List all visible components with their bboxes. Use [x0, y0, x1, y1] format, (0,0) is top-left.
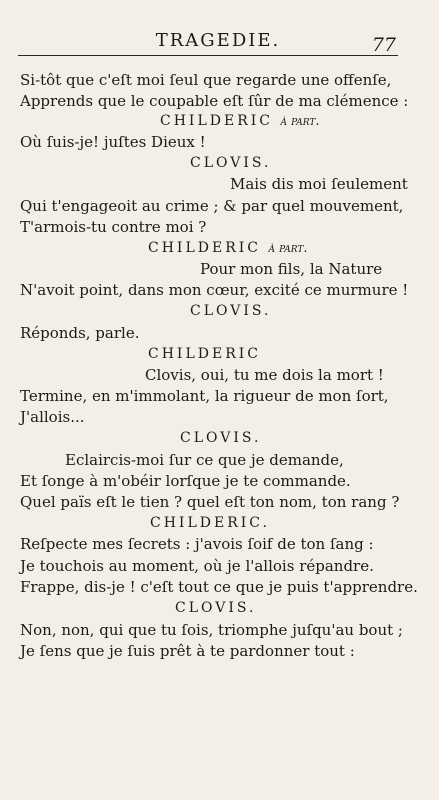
verse-line: Termine, en m'immolant, la rigueur de mon ſort,: [20, 387, 389, 405]
header-rule: [18, 55, 398, 56]
page-number: 77: [371, 34, 396, 56]
verse-line: Reſpecte mes ſecrets : j'avois ſoif de ton ſang :: [20, 535, 374, 553]
verse-line: Si-tôt que c'eſt moi ſeul que regarde une offenſe,: [20, 71, 392, 89]
speaker-name: CLOVIS.: [175, 600, 257, 616]
verse-line: Qui t'engageoit au crime ; & par quel mouvement,: [20, 197, 404, 215]
verse-line: N'avoit point, dans mon cœur, excité ce murmure !: [20, 281, 409, 299]
verse-line: Et ſonge à m'obéir lorſque je te commande.: [20, 472, 351, 490]
speaker-line: [190, 153, 271, 173]
page-header: [18, 24, 418, 54]
verse-line: Réponds, parle.: [20, 324, 140, 342]
speaker-line: [148, 238, 308, 259]
speaker-line: [148, 344, 261, 364]
speaker-name: CLOVIS.: [190, 155, 272, 171]
verse-line: Mais dis moi ſeulement: [230, 175, 408, 193]
verse-line: Je touchois au moment, où je l'allois répandre.: [20, 557, 374, 575]
speaker-name: CHILDERIC: [148, 240, 261, 256]
speaker-line: [180, 428, 261, 448]
speaker-name: CHILDERIC: [148, 346, 261, 362]
speaker-line: [175, 598, 256, 618]
verse-line: Pour mon fils, la Nature: [200, 260, 383, 278]
verse-line: T'armois-tu contre moi ?: [20, 218, 207, 236]
verse-line: Quel païs eſt le tien ? quel eſt ton nom, ton rang ?: [20, 493, 400, 511]
running-title: TRAGEDIE.: [155, 30, 281, 51]
speaker-name: CLOVIS.: [190, 303, 272, 319]
stage-direction: à part.: [280, 114, 320, 129]
verse-line: Frappe, dis-je ! c'eſt tout ce que je puis t'apprendre.: [20, 578, 418, 596]
verse-line: Je ſens que je ſuis prêt à te pardonner tout :: [20, 642, 355, 660]
verse-line: Clovis, oui, tu me dois la mort !: [145, 366, 384, 384]
stage-direction: à part.: [268, 241, 308, 256]
verse-line: Non, non, qui que tu ſois, triomphe juſqu'au bout ;: [20, 621, 403, 639]
verse-line: J'allois...: [20, 408, 85, 426]
speaker-name: CHILDERIC.: [150, 515, 270, 531]
verse-line: Apprends que le coupable eſt ſûr de ma clémence :: [20, 92, 409, 110]
speaker-name: CHILDERIC: [160, 113, 273, 129]
verse-line: Où ſuis-je! juſtes Dieux !: [20, 133, 206, 151]
speaker-line: [190, 301, 271, 321]
speaker-line: [160, 111, 320, 132]
speaker-line: [150, 513, 270, 533]
verse-line: Eclaircis-moi ſur ce que je demande,: [65, 451, 344, 469]
speaker-name: CLOVIS.: [180, 430, 262, 446]
